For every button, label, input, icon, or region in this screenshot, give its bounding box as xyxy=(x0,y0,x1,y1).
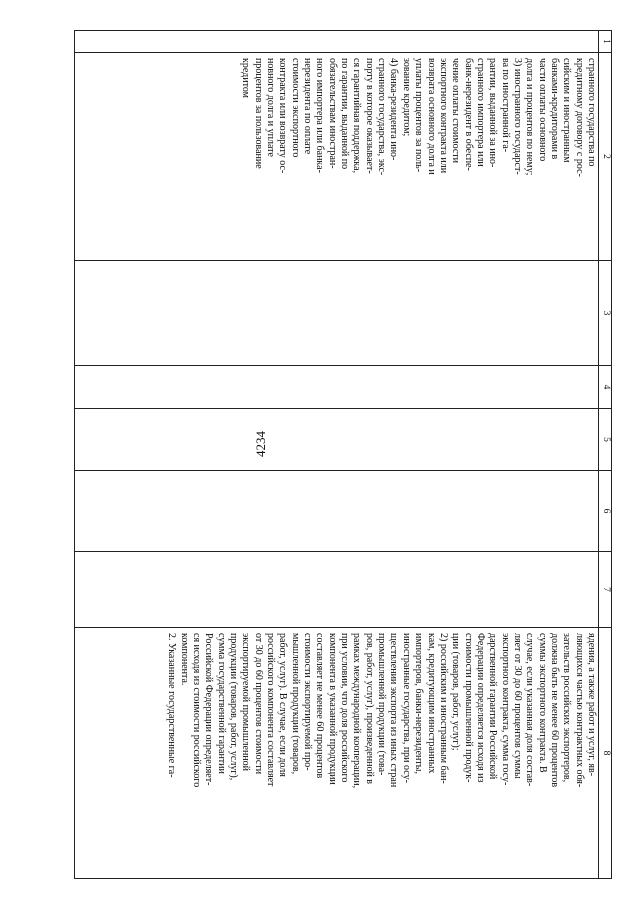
col-6-header: 6 xyxy=(599,471,612,552)
col-5-header: 5 xyxy=(599,409,612,471)
col-3-header: 3 xyxy=(599,261,612,366)
col-2-text: странного государства по кредитному договору с рос- сийским и иностранным банками-кредиторами в части оплаты основного долга и процентов по нему; 3) иностранного государст- ва по иностранной га- рантии, выданной за ино- странного импортера или банк-нерезидент в обеспе- чение оплаты стоимости экспортного контракта или возврата основного долга и уплаты процентов за поль- зование кредитом; 4) банка-резидента ино- странного государства, экс- порту в которое оказывает- ся гарантийная поддержка, по гарантии, выданной по обязательствам иностран- ного импортера или банка- нерезидента по оплате стоимости экспортного контракта или возврату ос- новного долга и уплате процентов за пользование кредитом xyxy=(240,58,597,177)
col-1-header: 1 xyxy=(599,31,612,53)
col-6-cell xyxy=(75,471,599,552)
col-8-header: 8 xyxy=(599,628,612,879)
col-1-cell xyxy=(75,31,599,53)
page-number: 4234 xyxy=(253,431,268,457)
col-7-cell xyxy=(75,552,599,628)
col-4-cell xyxy=(75,366,599,409)
col-4-header: 4 xyxy=(599,366,612,409)
col-2-header: 2 xyxy=(599,53,612,261)
table-row xyxy=(75,31,599,879)
col-3-cell xyxy=(75,261,599,366)
col-8-text: ядения, а также работ и услуг, яв- ляющихся частью контрактных обя- зательств российских экспортеров, должна быть не менее 60 процентов суммы экспортного контракта. В случае, если указанная доля состав- ляет от 30 до 60 процентов суммы экспортного контракта, сумма госу- дарственной гарантии Российской Федерации определяется исходя из стоимости промышленной продук- ции (товаров, работ, услуг); 2) российским и иностранным бан- кам, кредитующим иностранных импортеров, банки-нерезиденты, иностранные государства, при осу- ществлении экспорта из иных стран промышленной продукции (това- ров, работ, услуг), произведенной в рамках международной кооперации, при условии, что доля российского компонента в указанной продукции составляет не менее 60 процентов стоимости экспортируемой про- мышленной продукции (товаров, работ, услуг). В случае, если доля российского компонента составляет от 30 до 60 процентов стоимости экспортируемой промышленной продукции (товаров, работ, услуг), сумма государственной гарантии Российской Федерации определяет- ся исходя из стоимости российского компонента. 2. Указанные государственные га- xyxy=(166,633,597,789)
legal-table xyxy=(74,30,612,879)
header-row xyxy=(599,31,612,879)
col-2-cell xyxy=(75,53,599,261)
col-5-cell xyxy=(75,409,599,471)
col-7-header: 7 xyxy=(599,552,612,628)
col-8-cell xyxy=(75,628,599,879)
